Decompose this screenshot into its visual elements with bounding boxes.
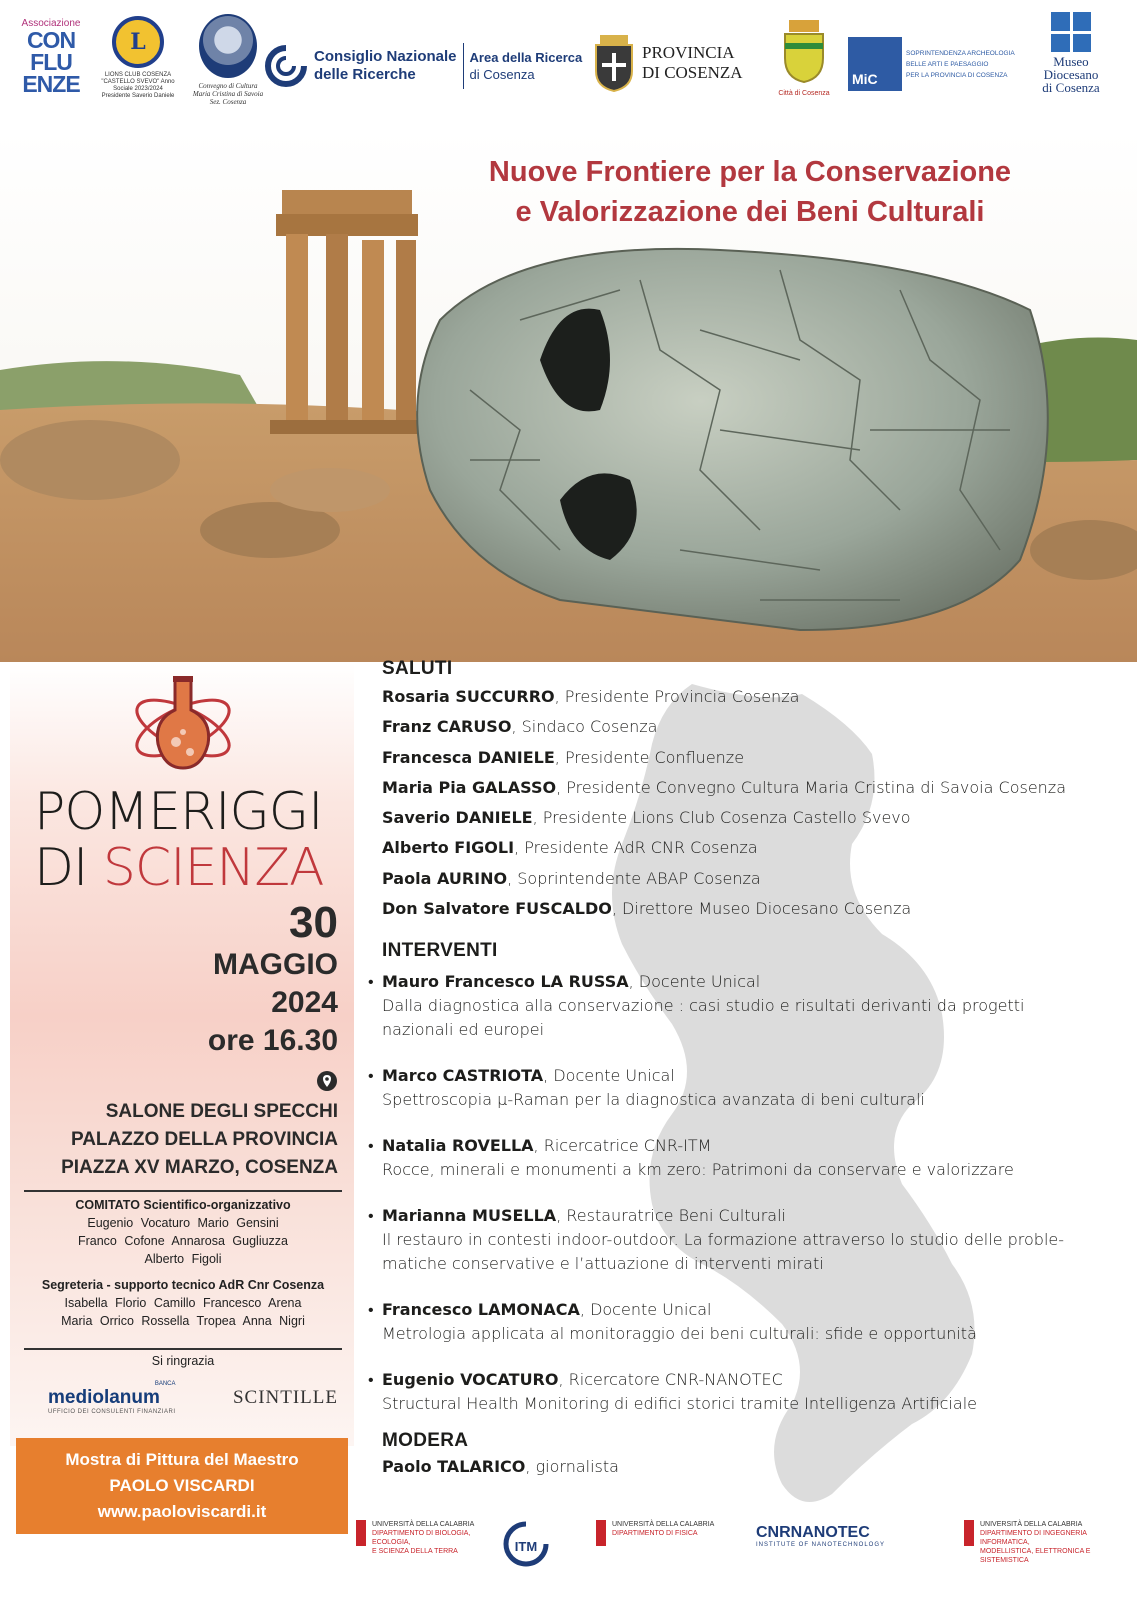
moderator-name: Paolo TALARICO bbox=[382, 1457, 526, 1477]
talk-title: Dalla diagnostica alla conservazione : casi studio e risultati derivanti da progetti bbox=[382, 996, 1025, 1016]
unical-biologia-logo bbox=[356, 1520, 496, 1556]
event-month: MAGGIO bbox=[213, 948, 338, 981]
mic-soprintendenza-logo bbox=[848, 36, 1024, 92]
mic-text-line3: PER LA PROVINCIA DI COSENZA bbox=[906, 71, 1008, 79]
unical-department: DIPARTIMENTO DI FISICA bbox=[612, 1530, 698, 1537]
talk-role: , Restauratrice Beni Culturali bbox=[556, 1206, 786, 1226]
unical-ingegneria-logo bbox=[964, 1520, 1132, 1565]
cnr-line1: Consiglio Nazionale bbox=[314, 48, 457, 65]
cnr-line2: delle Ricerche bbox=[314, 66, 416, 83]
speaker-role: , Soprintendente ABAP Cosenza bbox=[507, 868, 761, 888]
saluti-heading: SALUTI bbox=[382, 658, 453, 679]
headline-line2: e Valorizzazione dei Beni Culturali bbox=[515, 196, 985, 228]
scintille-logo: SCINTILLE bbox=[232, 1387, 338, 1408]
talk-speaker: Marco CASTRIOTA bbox=[382, 1066, 544, 1086]
talk-speaker: Natalia ROVELLA bbox=[382, 1136, 534, 1156]
mediolanum-logo bbox=[48, 1381, 176, 1415]
talk-item bbox=[382, 1134, 1122, 1182]
speaker-name: Franz CARUSO bbox=[382, 717, 512, 737]
committee-heading: COMITATO Scientifico-organizzativo bbox=[75, 1198, 291, 1212]
unical-department: E SCIENZA DELLA TERRA bbox=[372, 1548, 458, 1555]
event-title bbox=[34, 784, 324, 896]
speaker-name: Don Salvatore FUSCALDO bbox=[382, 899, 612, 919]
sponsor-logos bbox=[48, 1378, 338, 1418]
unical-name: UNIVERSITÀ DELLA CALABRIA bbox=[372, 1521, 475, 1528]
cnr-logo bbox=[264, 40, 584, 92]
mediolanum-sub: UFFICIO DEI CONSULENTI FINANZIARI bbox=[48, 1409, 176, 1415]
secretariat-row: Isabella Florio Camillo Francesco Arena bbox=[64, 1296, 302, 1310]
convegno-caption: Convegno di Cultura Maria Cristina di Savoia Sez. Cosenza bbox=[192, 82, 264, 106]
confluenze-logo-top: Associazione bbox=[21, 18, 81, 29]
modera-heading: MODERA bbox=[382, 1430, 469, 1452]
moderator bbox=[382, 1454, 1122, 1480]
cnr-area-line1: Area della Ricerca bbox=[469, 50, 583, 65]
speaker-role: , Direttore Museo Diocesano Cosenza bbox=[611, 899, 912, 919]
organizing-committee bbox=[24, 1196, 342, 1330]
exhibition-line1: Mostra di Pittura del Maestro bbox=[65, 1450, 299, 1469]
lions-caption: LIONS CLUB COSENZA "CASTELLO SVEVO" Anno Sociale 2023/2024 Presidente Saverio Daniele bbox=[101, 72, 175, 99]
unical-department: DIPARTIMENTO DI INGEGNERIA INFORMATICA, bbox=[980, 1530, 1087, 1546]
confluenze-logo-line1: CON bbox=[26, 27, 76, 53]
speaker-role: , Presidente Lions Club Cosenza Castello Svevo bbox=[532, 808, 911, 828]
event-info-panel bbox=[10, 664, 354, 1446]
talk-title: Spettroscopia µ-Raman per la diagnostica avanzata di beni culturali bbox=[382, 1090, 925, 1110]
talk-speaker: Marianna MUSELLA bbox=[382, 1206, 557, 1226]
speaker-name: Francesca DANIELE bbox=[382, 747, 555, 767]
list-item bbox=[382, 803, 1122, 833]
cnr-mark-icon bbox=[264, 44, 308, 88]
list-item bbox=[382, 864, 1122, 894]
itm-label: ITM bbox=[514, 1539, 538, 1554]
moderator-role: , giornalista bbox=[525, 1457, 619, 1477]
divider bbox=[24, 1190, 342, 1192]
mic-text-line1: SOPRINTENDENZA ARCHEOLOGIA bbox=[906, 49, 1015, 57]
talk-title: Metrologia applicata al monitoraggio dei beni culturali: sfide e opportunità bbox=[382, 1324, 977, 1344]
list-item bbox=[382, 833, 1122, 863]
mic-text-line2: BELLE ARTI E PAESAGGIO bbox=[906, 60, 989, 68]
cnrnano-sub: INSTITUTE OF NANOTECHNOLOGY bbox=[756, 1542, 886, 1548]
secretariat-heading: Segreteria - supporto tecnico AdR Cnr Cosenza bbox=[41, 1278, 325, 1292]
provincia-cosenza-logo bbox=[592, 30, 752, 96]
venue-line2: PALAZZO DELLA PROVINCIA bbox=[70, 1129, 338, 1150]
list-item bbox=[382, 743, 1122, 773]
event-title-line1: POMERIGGI bbox=[34, 782, 323, 842]
speaker-role: , Presidente Confluenze bbox=[554, 747, 745, 767]
cnr-area-line2: di Cosenza bbox=[469, 67, 535, 82]
speaker-name: Maria Pia GALASSO bbox=[382, 777, 557, 797]
provincia-crest-icon bbox=[592, 33, 636, 93]
partner-logos-header bbox=[0, 0, 1137, 130]
unical-department: MODELLISTICA, ELETTRONICA E SISTEMISTICA bbox=[980, 1548, 1091, 1564]
speaker-role: , Sindaco Cosenza bbox=[511, 717, 658, 737]
speaker-name: Paola AURINO bbox=[382, 868, 508, 888]
confluenze-logo bbox=[16, 18, 86, 110]
itm-logo-icon bbox=[502, 1520, 550, 1568]
talk-title: Structural Health Monitoring di edifici storici tramite Intelligenza Artificiale bbox=[382, 1394, 978, 1414]
unical-name: UNIVERSITÀ DELLA CALABRIA bbox=[980, 1521, 1083, 1528]
talk-title: matiche conservative e l’attuazione di interventi mirati bbox=[382, 1254, 824, 1274]
mediolanum-name: mediolanum bbox=[48, 1387, 160, 1408]
museo-line1: Museo bbox=[1053, 54, 1089, 69]
talk-item bbox=[382, 1298, 1122, 1346]
exhibition-website[interactable]: www.paoloviscardi.it bbox=[97, 1502, 267, 1521]
lions-club-logo bbox=[100, 16, 176, 116]
list-item bbox=[382, 682, 1122, 712]
lions-badge-icon: L bbox=[112, 16, 164, 68]
confluenze-logo-line2: FLU bbox=[30, 49, 72, 75]
museo-grid-icon bbox=[1051, 12, 1091, 52]
unical-name: UNIVERSITÀ DELLA CALABRIA bbox=[612, 1521, 715, 1528]
talk-speaker: Eugenio VOCATURO bbox=[382, 1370, 559, 1390]
provincia-line1: PROVINCIA bbox=[642, 43, 735, 62]
museo-diocesano-logo bbox=[1034, 12, 1108, 96]
confluenze-logo-line3: ENZE bbox=[22, 71, 80, 97]
unical-fisica-logo bbox=[596, 1520, 736, 1538]
venue-line3: PIAZZA XV MARZO, COSENZA bbox=[61, 1157, 338, 1178]
talk-role: , Docente Unical bbox=[628, 972, 761, 992]
citta-caption: Città di Cosenza bbox=[778, 90, 830, 97]
talk-title: Rocce, minerali e monumenti a km zero: Patrimoni da conservare e valorizzare bbox=[382, 1160, 1014, 1180]
headline bbox=[400, 152, 1100, 232]
exhibition-artist: PAOLO VISCARDI bbox=[109, 1476, 255, 1495]
convegno-cultura-logo bbox=[190, 14, 266, 118]
mic-box: MiC bbox=[848, 37, 902, 91]
talk-role: , Ricercatore CNR-NANOTEC bbox=[558, 1370, 783, 1390]
saluti-list bbox=[382, 682, 1122, 924]
committee-row: Franco Cofone Annarosa Gugliuzza bbox=[77, 1234, 289, 1248]
talk-role: , Docente Unical bbox=[543, 1066, 675, 1086]
event-time: ore 16.30 bbox=[207, 1024, 338, 1057]
talk-speaker: Mauro Francesco LA RUSSA bbox=[382, 972, 629, 992]
speaker-name: Alberto FIGOLI bbox=[382, 838, 515, 858]
program bbox=[382, 656, 1122, 1480]
talk-title: nazionali ed europei bbox=[382, 1020, 545, 1040]
event-date bbox=[208, 900, 338, 1060]
interventi-heading: INTERVENTI bbox=[382, 940, 498, 962]
speaker-role: , Presidente Convegno Cultura Maria Cristina di Savoia Cosenza bbox=[556, 777, 1066, 797]
event-year: 2024 bbox=[271, 986, 338, 1019]
speaker-role: , Presidente AdR CNR Cosenza bbox=[514, 838, 758, 858]
exhibition-banner bbox=[16, 1438, 348, 1534]
thanks-label: Si ringrazia bbox=[151, 1354, 215, 1368]
talk-role: , Ricercatrice CNR-ITM bbox=[533, 1136, 712, 1156]
portrait-medallion-icon bbox=[199, 14, 257, 78]
list-item bbox=[382, 712, 1122, 742]
venue-line1: SALONE DEGLI SPECCHI bbox=[105, 1101, 338, 1122]
divider bbox=[24, 1348, 342, 1350]
list-item bbox=[382, 894, 1122, 924]
science-flask-icon bbox=[128, 670, 238, 774]
cnr-divider bbox=[463, 43, 464, 89]
talk-item bbox=[382, 1368, 1122, 1416]
event-day: 30 bbox=[289, 898, 338, 947]
talk-item bbox=[382, 970, 1122, 1042]
hero-banner bbox=[0, 130, 1137, 662]
cnr-nanotec-logo bbox=[756, 1524, 885, 1548]
event-venue bbox=[61, 1098, 338, 1182]
location-pin-icon bbox=[316, 1070, 338, 1092]
committee-row: Eugenio Vocaturo Mario Gensini bbox=[87, 1216, 279, 1230]
mediolanum-tag: BANCA bbox=[154, 1381, 176, 1387]
list-item bbox=[382, 773, 1122, 803]
cnrnano-name: CNRNANOTEC bbox=[756, 1524, 870, 1541]
speaker-name: Saverio DANIELE bbox=[382, 808, 533, 828]
event-title-scienza: SCIENZA bbox=[102, 838, 324, 898]
event-title-di: DI bbox=[34, 838, 88, 898]
speaker-role: , Presidente Provincia Cosenza bbox=[554, 687, 800, 706]
institution-logos-footer bbox=[352, 1512, 1137, 1592]
museo-line2: Diocesano bbox=[1043, 67, 1099, 82]
talk-role: , Docente Unical bbox=[579, 1300, 712, 1320]
citta-crest-icon bbox=[779, 18, 829, 84]
secretariat-row: Maria Orrico Rossella Tropea Anna Nigri bbox=[61, 1314, 305, 1328]
museo-line3: di Cosenza bbox=[1042, 80, 1100, 95]
talk-speaker: Francesco LAMONACA bbox=[382, 1300, 580, 1320]
speaker-name: Rosaria SUCCURRO bbox=[382, 687, 555, 706]
headline-line1: Nuove Frontiere per la Conservazione bbox=[488, 156, 1012, 188]
unical-department: DIPARTIMENTO DI BIOLOGIA, ECOLOGIA, bbox=[372, 1530, 471, 1546]
talk-item bbox=[382, 1064, 1122, 1112]
provincia-line2: DI COSENZA bbox=[642, 63, 743, 82]
talk-item bbox=[382, 1204, 1122, 1276]
talk-title: Il restauro in contesti indoor-outdoor. La formazione attraverso lo studio delle proble- bbox=[382, 1230, 1065, 1250]
citta-cosenza-logo bbox=[772, 18, 836, 98]
committee-row: Alberto Figoli bbox=[144, 1252, 222, 1266]
